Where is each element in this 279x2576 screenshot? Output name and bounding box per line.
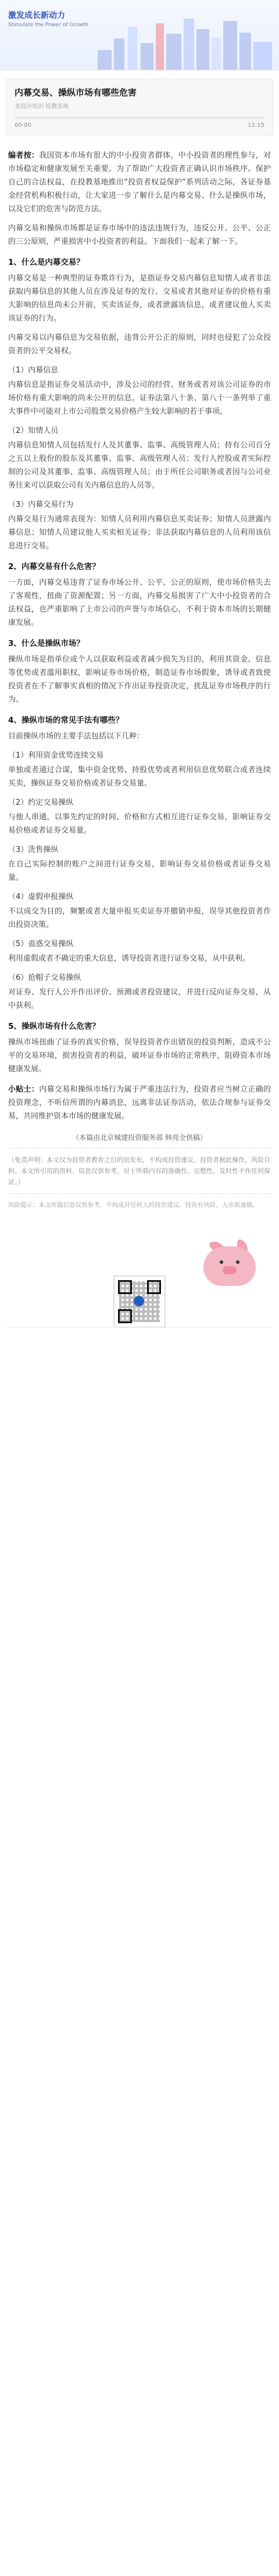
sub-paragraph: 在自己实际控制的账户之间进行证券交易，影响证券交易价格或者证券交易量。 xyxy=(8,860,271,882)
qr-code[interactable] xyxy=(113,1275,166,1328)
subheading: （5）蛊惑交易操纵 xyxy=(8,940,74,948)
top-banner xyxy=(0,0,279,70)
subheading: （4）虚假申报操纵 xyxy=(8,893,74,901)
editor-note-label: 编者按： xyxy=(8,151,40,160)
sub-paragraph: 与他人串通，以事先约定的时间、价格和方式相互进行证券交易，影响证券交易价格或者证券交易量。 xyxy=(8,813,271,835)
risk-note: 风险提示：本文所载信息仅供参考，不构成对任何人的投资建议。投资有风险，入市需谨慎。 xyxy=(8,1202,259,1209)
subheading: （3）洗售操纵 xyxy=(8,845,59,854)
sub-paragraph: 不以成交为目的，频繁或者大量申报买卖证券并撤销申报，误导其他投资者作出投资决策。 xyxy=(8,907,271,929)
summary-tip xyxy=(8,1083,271,1123)
audio-duration: 12:15 xyxy=(248,122,264,129)
editor-note-text: 我国资本市场有很大的中小投资者群体，中小投资者的理性参与，对市场稳定和健康发展至关重要。为了帮助广大投资者正确认识市场秩序、保护自己的合法权益，在投教基地推出“投资者权益保护”系列活动之际，各证券基金经营机构积极行动，让大家进一步了解什么是内幕交易、什么是操纵市场，以及它们的危害与防范方法。 xyxy=(8,151,271,214)
qr-center-logo-icon xyxy=(134,1296,144,1306)
section-heading: 5、操纵市场有什么危害？ xyxy=(8,1022,100,1031)
section-paragraph: 目前操纵市场的主要手法包括以下几种： xyxy=(8,732,145,741)
section-heading: 4、操纵市场的常见手法有哪些？ xyxy=(8,716,124,725)
section-paragraph: 操纵市场是指单位或个人以获取利益或者减少损失为目的，利用其资金、信息等优势或者滥用职权，影响证券市场价格，制造证券市场假象，诱导或者致使投资者在不了解事实真相的情况下作出证券投资决定，扰乱证券市场秩序的行为。 xyxy=(8,655,271,704)
editor-note xyxy=(8,149,271,216)
audio-title: 内幕交易、操纵市场有哪些危害 xyxy=(15,87,137,98)
section-paragraph: 内幕交易是一种典型的证券欺诈行为，是指证券交易内幕信息知情人或者非法获取内幕信息的其他人员在涉及证券的发行、交易或者其他对证券的价格有重大影响的信息尚未公开前，买卖该证券，或者泄露该信息，或者建议他人买卖该证券的行为。 xyxy=(8,274,271,323)
disclaimer: （免责声明：本文仅为投资者教育之目的而发布，不构成投资建议。投资者据此操作，风险自担。本文所引用的资料、信息仅供参考，对于所载内容的准确性、完整性、及时性不作任何保证。） xyxy=(8,1148,271,1194)
subheading: （2）知情人员 xyxy=(8,427,59,435)
sub-paragraph: 内幕信息是指证券交易活动中，涉及公司的经营、财务或者对该公司证券的市场价格有重大影响的尚未公开的信息。证券法第八十条、第八十一条列举了重大事件中可能对上市公司股票交易价格产生较大影响的若干事项。 xyxy=(8,381,271,416)
section-heading: 1、什么是内幕交易？ xyxy=(8,258,84,267)
sub-paragraph: 内幕信息知情人员包括发行人及其董事、监事、高级管理人员；持有公司百分之五以上股份的股东及其董事、监事、高级管理人员；发行人控股或者实际控制的公司及其董事、监事、高级管理人员；由于所任公司职务或者因与公司业务往来可以获取公司有关内幕信息的人员等。 xyxy=(8,441,271,490)
summary-text: 内幕交易和操纵市场行为属于严重违法行为，投资者应当树立正确的投资理念，不听信所谓的内幕消息，远离非法证券活动，依法合规参与证券交易，共同维护资本市场的健康发展。 xyxy=(8,1085,271,1121)
article-content xyxy=(0,141,279,1210)
sub-paragraph: 内幕交易行为通常表现为：知情人员利用内幕信息买卖证券；知情人员泄露内幕信息；知情人员建议他人买卖相关证券；非法获取内幕信息的人员利用该信息进行交易。 xyxy=(8,515,271,550)
city-skyline-illustration xyxy=(98,15,272,70)
section-heading: 2、内幕交易有什么危害？ xyxy=(8,562,100,571)
brand-cn: 激发成长新动力 xyxy=(8,11,65,20)
subheading: （2）约定交易操纵 xyxy=(8,798,74,807)
intro-paragraph: 内幕交易和操纵市场都是证券市场中的违法违规行为，违反公开、公平、公正的三公原则，严重损害中小投资者的利益。下面我们一起来了解一下。 xyxy=(8,224,271,246)
audio-times xyxy=(15,122,264,129)
audio-progress-bar[interactable] xyxy=(15,117,264,119)
footer xyxy=(0,1217,279,1334)
sub-paragraph: 利用虚假或者不确定的重大信息，诱导投资者进行证券交易，从中获利。 xyxy=(8,954,251,963)
brand-block xyxy=(8,9,88,28)
audio-player[interactable] xyxy=(6,79,273,136)
pig-mascot-icon xyxy=(203,1241,256,1286)
audio-current-time: 00:00 xyxy=(15,122,31,129)
subheading: （3）内幕交易行为 xyxy=(8,500,74,509)
sub-paragraph: 对证券、发行人公开作出评价、预测或者投资建议，并进行反向证券交易，从中获利。 xyxy=(8,988,271,1010)
section-paragraph: 内幕交易以内幕信息为交易依据，违背公开公正的原则，同时也侵犯了公众投资者的公平交易权。 xyxy=(8,333,271,356)
subheading: （6）抢帽子交易操纵 xyxy=(8,973,81,982)
summary-label: 小贴士： xyxy=(8,1085,40,1094)
section-paragraph: 一方面，内幕交易违背了证券市场公开、公平、公正的原则，使市场价格失去了客观性，扭曲了资源配置；另一方面，内幕交易损害了广大中小投资者的合法权益，也严重影响了上市公司的声誉与市场信心，不利于资本市场的长期健康发展。 xyxy=(8,578,271,627)
audio-subtitle: 美投冷知识·投教基地 xyxy=(15,104,69,110)
section-paragraph: 操纵市场扭曲了证券的真实价格，误导投资者作出错误的投资判断，造成不公平的交易环境，损害投资者的利益，破坏证券市场的正常秩序，阻碍资本市场健康发展。 xyxy=(8,1038,271,1074)
brand-en: Stimulate the Power of Growth xyxy=(8,22,88,28)
section-heading: 3、什么是操纵市场？ xyxy=(8,639,84,648)
footer-divider xyxy=(7,1327,272,1328)
source-credit: （本篇由北京城建投资服务部 韩亮全供稿） xyxy=(72,1134,207,1142)
subheading: （1）利用资金优势连续交易 xyxy=(8,751,104,760)
subheading: （1）内幕信息 xyxy=(8,366,59,375)
sub-paragraph: 单独或者通过合谋，集中资金优势、持股优势或者利用信息优势联合或者连续买卖，操纵证券交易价格或者证券交易量。 xyxy=(8,766,271,788)
